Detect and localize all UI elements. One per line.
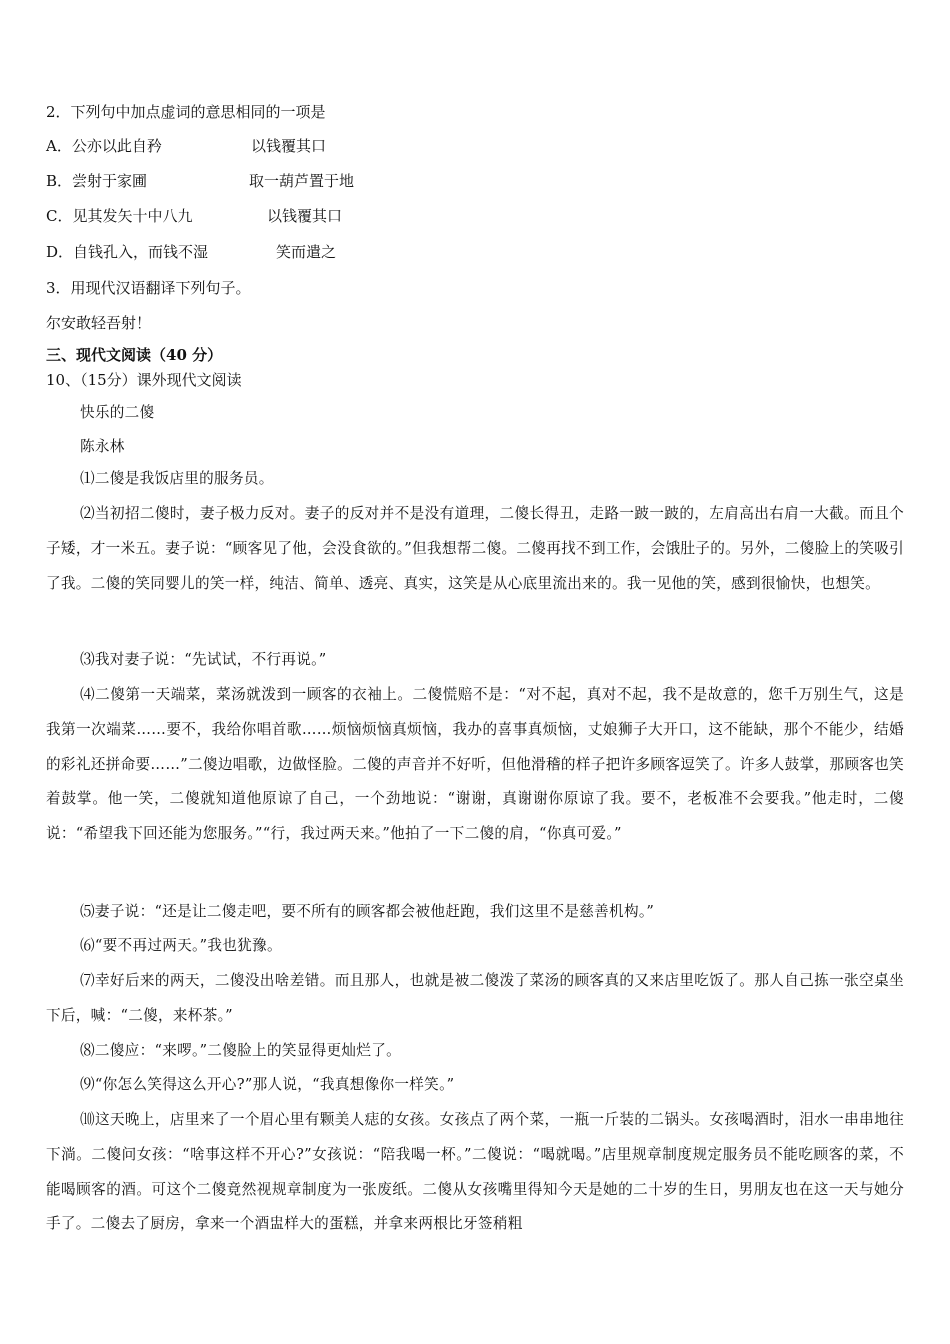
paragraph-4: ⑷二傻第一天端菜，菜汤就泼到一顾客的衣袖上。二傻慌赔不是：“对不起，真对不起，我不是故意的，您千万别生气，这是我第一次端菜……要不，我给你唱首歌……烦恼烦恼真烦恼，我办的喜事真烦恼，丈娘狮子大开口，这不能缺，那个不能少，结婚的彩礼还拼命要……”二傻边唱歌，边做怪脸。二傻的声音并不好听，但他滑稽的样子把许多顾客逗笑了。许多人鼓掌，那顾客也笑着鼓掌。他一笑，二傻就知道他原谅了自己，一个劲地说：“谢谢，真谢谢你原谅了我。要不，老板准不会要我。”他走时，二傻说：“希望我下回还能为您服务。”“行，我过两天来。”他拍了一下二傻的肩，“你真可爱。” bbox=[46, 686, 904, 843]
paragraph-7: ⑺幸好后来的两天，二傻没出啥差错。而且那人，也就是被二傻泼了菜汤的顾客真的又来店里吃饭了。那人自己拣一张空桌坐下后，喊：“二傻，来杯茶。” bbox=[46, 972, 904, 1024]
paragraph-5: ⑸妻子说：“还是让二傻走吧，要不所有的顾客都会被他赶跑，我们这里不是慈善机构。” bbox=[80, 903, 655, 920]
section-heading: 三、现代文阅读（40 分） bbox=[46, 346, 223, 364]
question-3-sentence: 尔安敢轻吾射！ bbox=[46, 314, 152, 332]
question-3-stem: 3．用现代汉语翻译下列句子。 bbox=[46, 279, 251, 297]
paragraph-10: ⑽这天晚上，店里来了一个眉心里有颗美人痣的女孩。女孩点了两个菜，一瓶一斤装的二锅头。女孩喝酒时，泪水一串串地往下淌。二傻问女孩：“啥事这样不开心?”女孩说：“陪我喝一杯。”二傻说：“喝就喝。”店里规章制度规定服务员不能吃顾客的菜，不能喝顾客的酒。可这个二傻竟然视规章制度为一张废纸。二傻从女孩嘴里得知今天是她的二十岁的生日，男朋友也在这一天与她分手了。二傻去了厨房，拿来一个酒盅样大的蛋糕，并拿来两根比牙签稍粗 bbox=[46, 1111, 904, 1233]
question-10-header: 10、（15分）课外现代文阅读 bbox=[46, 371, 242, 389]
paragraph-6: ⑹“要不再过两天。”我也犹豫。 bbox=[80, 937, 282, 954]
paragraph-9: ⑼“你怎么笑得这么开心?”那人说，“我真想像你一样笑。” bbox=[80, 1076, 455, 1093]
article-title: 快乐的二傻 bbox=[80, 404, 155, 421]
paragraph-8: ⑻二傻应：“来啰。”二傻脸上的笑显得更灿烂了。 bbox=[80, 1042, 401, 1059]
paragraph-1: ⑴二傻是我饭店里的服务员。 bbox=[80, 470, 274, 487]
paragraph-2: ⑵当初招二傻时，妻子极力反对。妻子的反对并不是没有道理，二傻长得丑，走路一跛一跛的，左肩高出右肩一大截。而且个子矮，才一米五。妻子说：“顾客见了他，会没食欲的。”但我想帮二傻。二傻再找不到工作，会饿肚子的。另外，二傻脸上的笑吸引了我。二傻的笑同婴儿的笑一样，纯洁、简单、透亮、真实，这笑是从心底里流出来的。我一见他的笑，感到很愉快，也想笑。 bbox=[46, 505, 904, 592]
question-2-stem: 2．下列句中加点虚词的意思相同的一项是 bbox=[46, 103, 326, 121]
article-author: 陈永林 bbox=[80, 438, 125, 455]
paragraph-3: ⑶我对妻子说：“先试试，不行再说。” bbox=[80, 651, 327, 668]
